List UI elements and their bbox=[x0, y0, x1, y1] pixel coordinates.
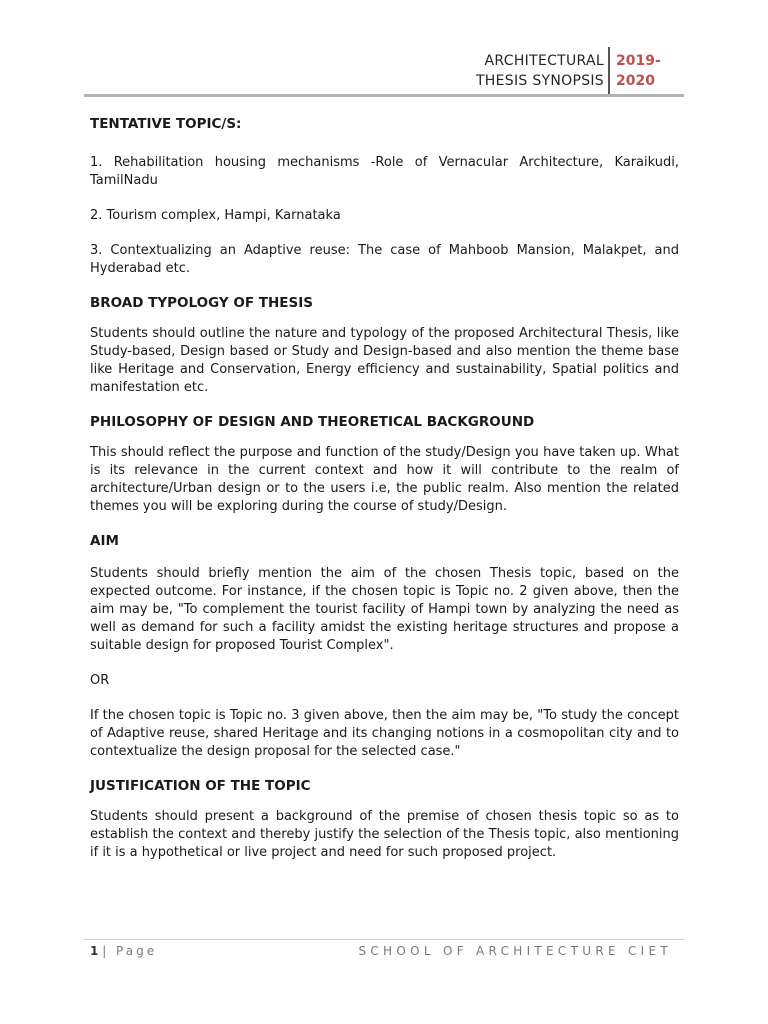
philosophy-paragraph: This should reflect the purpose and function of the study/Design you have taken up. What is its relevance in the current context and how it will contribute to the realm of architecture/Urban design or to the users i.e, the public realm. Also mention the related themes you will be exploring during the course of study/Design. bbox=[90, 445, 679, 514]
footer-rule bbox=[84, 939, 684, 940]
header-divider bbox=[608, 47, 610, 95]
header-title bbox=[476, 51, 604, 91]
header-year-line1: 2019- bbox=[616, 53, 661, 69]
header-rule bbox=[84, 94, 684, 97]
header-year bbox=[616, 51, 661, 91]
aim-paragraph-2: If the chosen topic is Topic no. 3 given above, then the aim may be, "To study the concept of Adaptive reuse, shared Heritage and its changing notions in a cosmopolitan city and to contextualize the design proposal for the selected case." bbox=[90, 708, 679, 759]
heading-justification: JUSTIFICATION OF THE TOPIC bbox=[90, 778, 311, 794]
heading-tentative-topics: TENTATIVE TOPIC/S: bbox=[90, 116, 242, 132]
header-year-line2: 2020 bbox=[616, 73, 655, 89]
aim-or: OR bbox=[90, 673, 110, 688]
typology-paragraph: Students should outline the nature and typology of the proposed Architectural Thesis, like Study-based, Design based or Study and Design-based and also mention the theme base like Heritage and Conservation, Energy efficiency and sustainability, Spatial politics and manifestation etc. bbox=[90, 326, 679, 395]
topic-item-3: 3. Contextualizing an Adaptive reuse: The case of Mahboob Mansion, Malakpet, and Hyderabad etc. bbox=[90, 243, 679, 276]
heading-aim: AIM bbox=[90, 533, 119, 549]
page-label: | Page bbox=[102, 944, 158, 958]
topic-item-2: 2. Tourism complex, Hampi, Karnataka bbox=[90, 208, 341, 223]
justification-paragraph: Students should present a background of the premise of chosen thesis topic so as to establish the context and thereby justify the selection of the Thesis topic, also mentioning if it is a hypothetical or live project and need for such proposed project. bbox=[90, 809, 679, 860]
heading-broad-typology: BROAD TYPOLOGY OF THESIS bbox=[90, 295, 313, 311]
topic-item-1: 1. Rehabilitation housing mechanisms -Role of Vernacular Architecture, Karaikudi, TamilNadu bbox=[90, 155, 679, 188]
header-title-line2: THESIS SYNOPSIS bbox=[475, 73, 604, 89]
footer-school-name: SCHOOL OF ARCHITECTURE CIET bbox=[358, 944, 672, 958]
heading-philosophy: PHILOSOPHY OF DESIGN AND THEORETICAL BACKGROUND bbox=[90, 414, 535, 430]
footer-page-number bbox=[90, 944, 157, 958]
document-body bbox=[90, 112, 679, 862]
aim-paragraph-1: Students should briefly mention the aim of the chosen Thesis topic, based on the expected outcome. For instance, if the chosen topic is Topic no. 2 given above, then the aim may be, "To complement the tourist facility of Hampi town by analyzing the need as well as demand for such a facility amidst the existing heritage structures and propose a suitable design for proposed Tourist Complex". bbox=[90, 566, 679, 653]
page-header bbox=[0, 47, 768, 95]
header-title-line1: ARCHITECTURAL bbox=[484, 53, 604, 69]
page-number: 1 bbox=[90, 944, 99, 958]
